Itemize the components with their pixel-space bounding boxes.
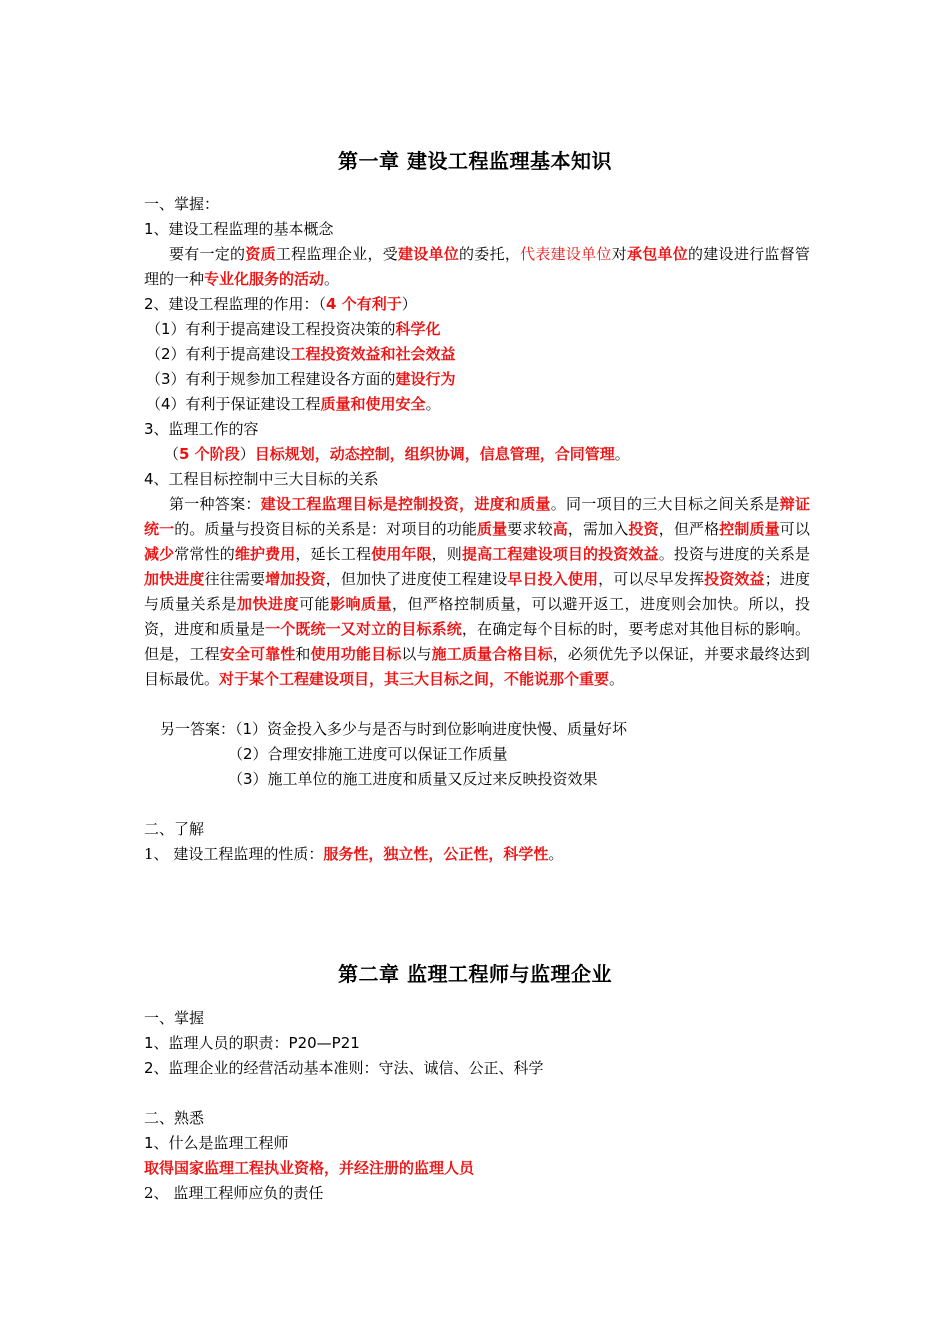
item-2-point-4: （4）有利于保证建设工程质量和使用安全。	[146, 395, 441, 413]
item-2-point-2: （2）有利于提高建设工程投资效益和社会效益	[146, 345, 456, 363]
alt-answer-1: 另一答案：（1）资金投入多少与是否与时到位影响进度快慢、质量好坏	[160, 720, 628, 738]
item-4-heading: 4、工程目标控制中三大目标的关系	[144, 470, 379, 488]
alt-answer-3: （3）施工单位的施工进度和质量又反过来反映投资效果	[228, 770, 598, 788]
ch2-section-2-heading: 二、熟悉	[144, 1109, 205, 1127]
item-3-content: （5 个阶段）目标规划，动态控制，组织协调，信息管理，合同管理。	[164, 445, 630, 463]
ch2-familiar-item-1: 1、什么是监理工程师	[144, 1134, 289, 1152]
ch2-master-item-2: 2、监理企业的经营活动基本准则：守法、诚信、公正、科学	[144, 1059, 544, 1077]
ch2-master-item-1: 1、监理人员的职责：P20—P21	[144, 1034, 360, 1052]
chapter-1-title: 第一章 建设工程监理基本知识	[338, 149, 612, 173]
item-4-paragraph: 第一种答案：建设工程监理目标是控制投资，进度和质量。同一项目的三大目标之间关系是辩证统一的。质量与投资目标的关系是：对项目的功能质量要求较高，需加入投资，但严格控制质量可以减少常常性的维护费用，延长工程使用年限，则提高工程建设项目的投资效益。投资与进度的关系是加快进度往往需要增加投资，但加快了进度使工程建设早日投入使用，可以尽早发挥投资效益；进度与质量关系是加快进度可能影响质量，但严格控制质量，可以避开返工，进度则会加快。所以，投资，进度和质量是一个既统一又对立的目标系统，在确定每个目标的时，要考虑对其他目标的影响。但是，工程安全可靠性和使用功能目标以与施工质量合格目标，必须优先予以保证，并要求最终达到目标最优。对于某个工程建设项目，其三大目标之间，不能说那个重要。	[144, 495, 810, 688]
section-2-heading: 二、了解	[144, 820, 205, 838]
item-2-point-3: （3）有利于规参加工程建设各方面的建设行为	[146, 370, 456, 388]
section-1-heading: 一、掌握：	[144, 195, 220, 213]
alt-answer-2: （2）合理安排施工进度可以保证工作质量	[228, 745, 508, 763]
ch2-section-1-heading: 一、掌握	[144, 1009, 205, 1027]
item-2-heading: 2、建设工程监理的作用：（4 个有利于）	[144, 295, 417, 313]
ch2-familiar-item-1-answer: 取得国家监理工程执业资格，并经注册的监理人员	[144, 1159, 475, 1177]
understand-item-1: 1、 建设工程监理的性质：服务性，独立性，公正性，科学性。	[144, 845, 564, 863]
item-3-heading: 3、监理工作的容	[144, 420, 259, 438]
ch2-familiar-item-2: 2、 监理工程师应负的责任	[144, 1184, 324, 1202]
item-1-paragraph: 要有一定的资质工程监理企业，受建设单位的委托，代表建设单位对承包单位的建设进行监督管理的一种专业化服务的活动。	[144, 245, 810, 288]
item-1-heading: 1、建设工程监理的基本概念	[144, 220, 334, 238]
item-2-point-1: （1）有利于提高建设工程投资决策的科学化	[146, 320, 441, 338]
chapter-2-title: 第二章 监理工程师与监理企业	[338, 962, 612, 986]
